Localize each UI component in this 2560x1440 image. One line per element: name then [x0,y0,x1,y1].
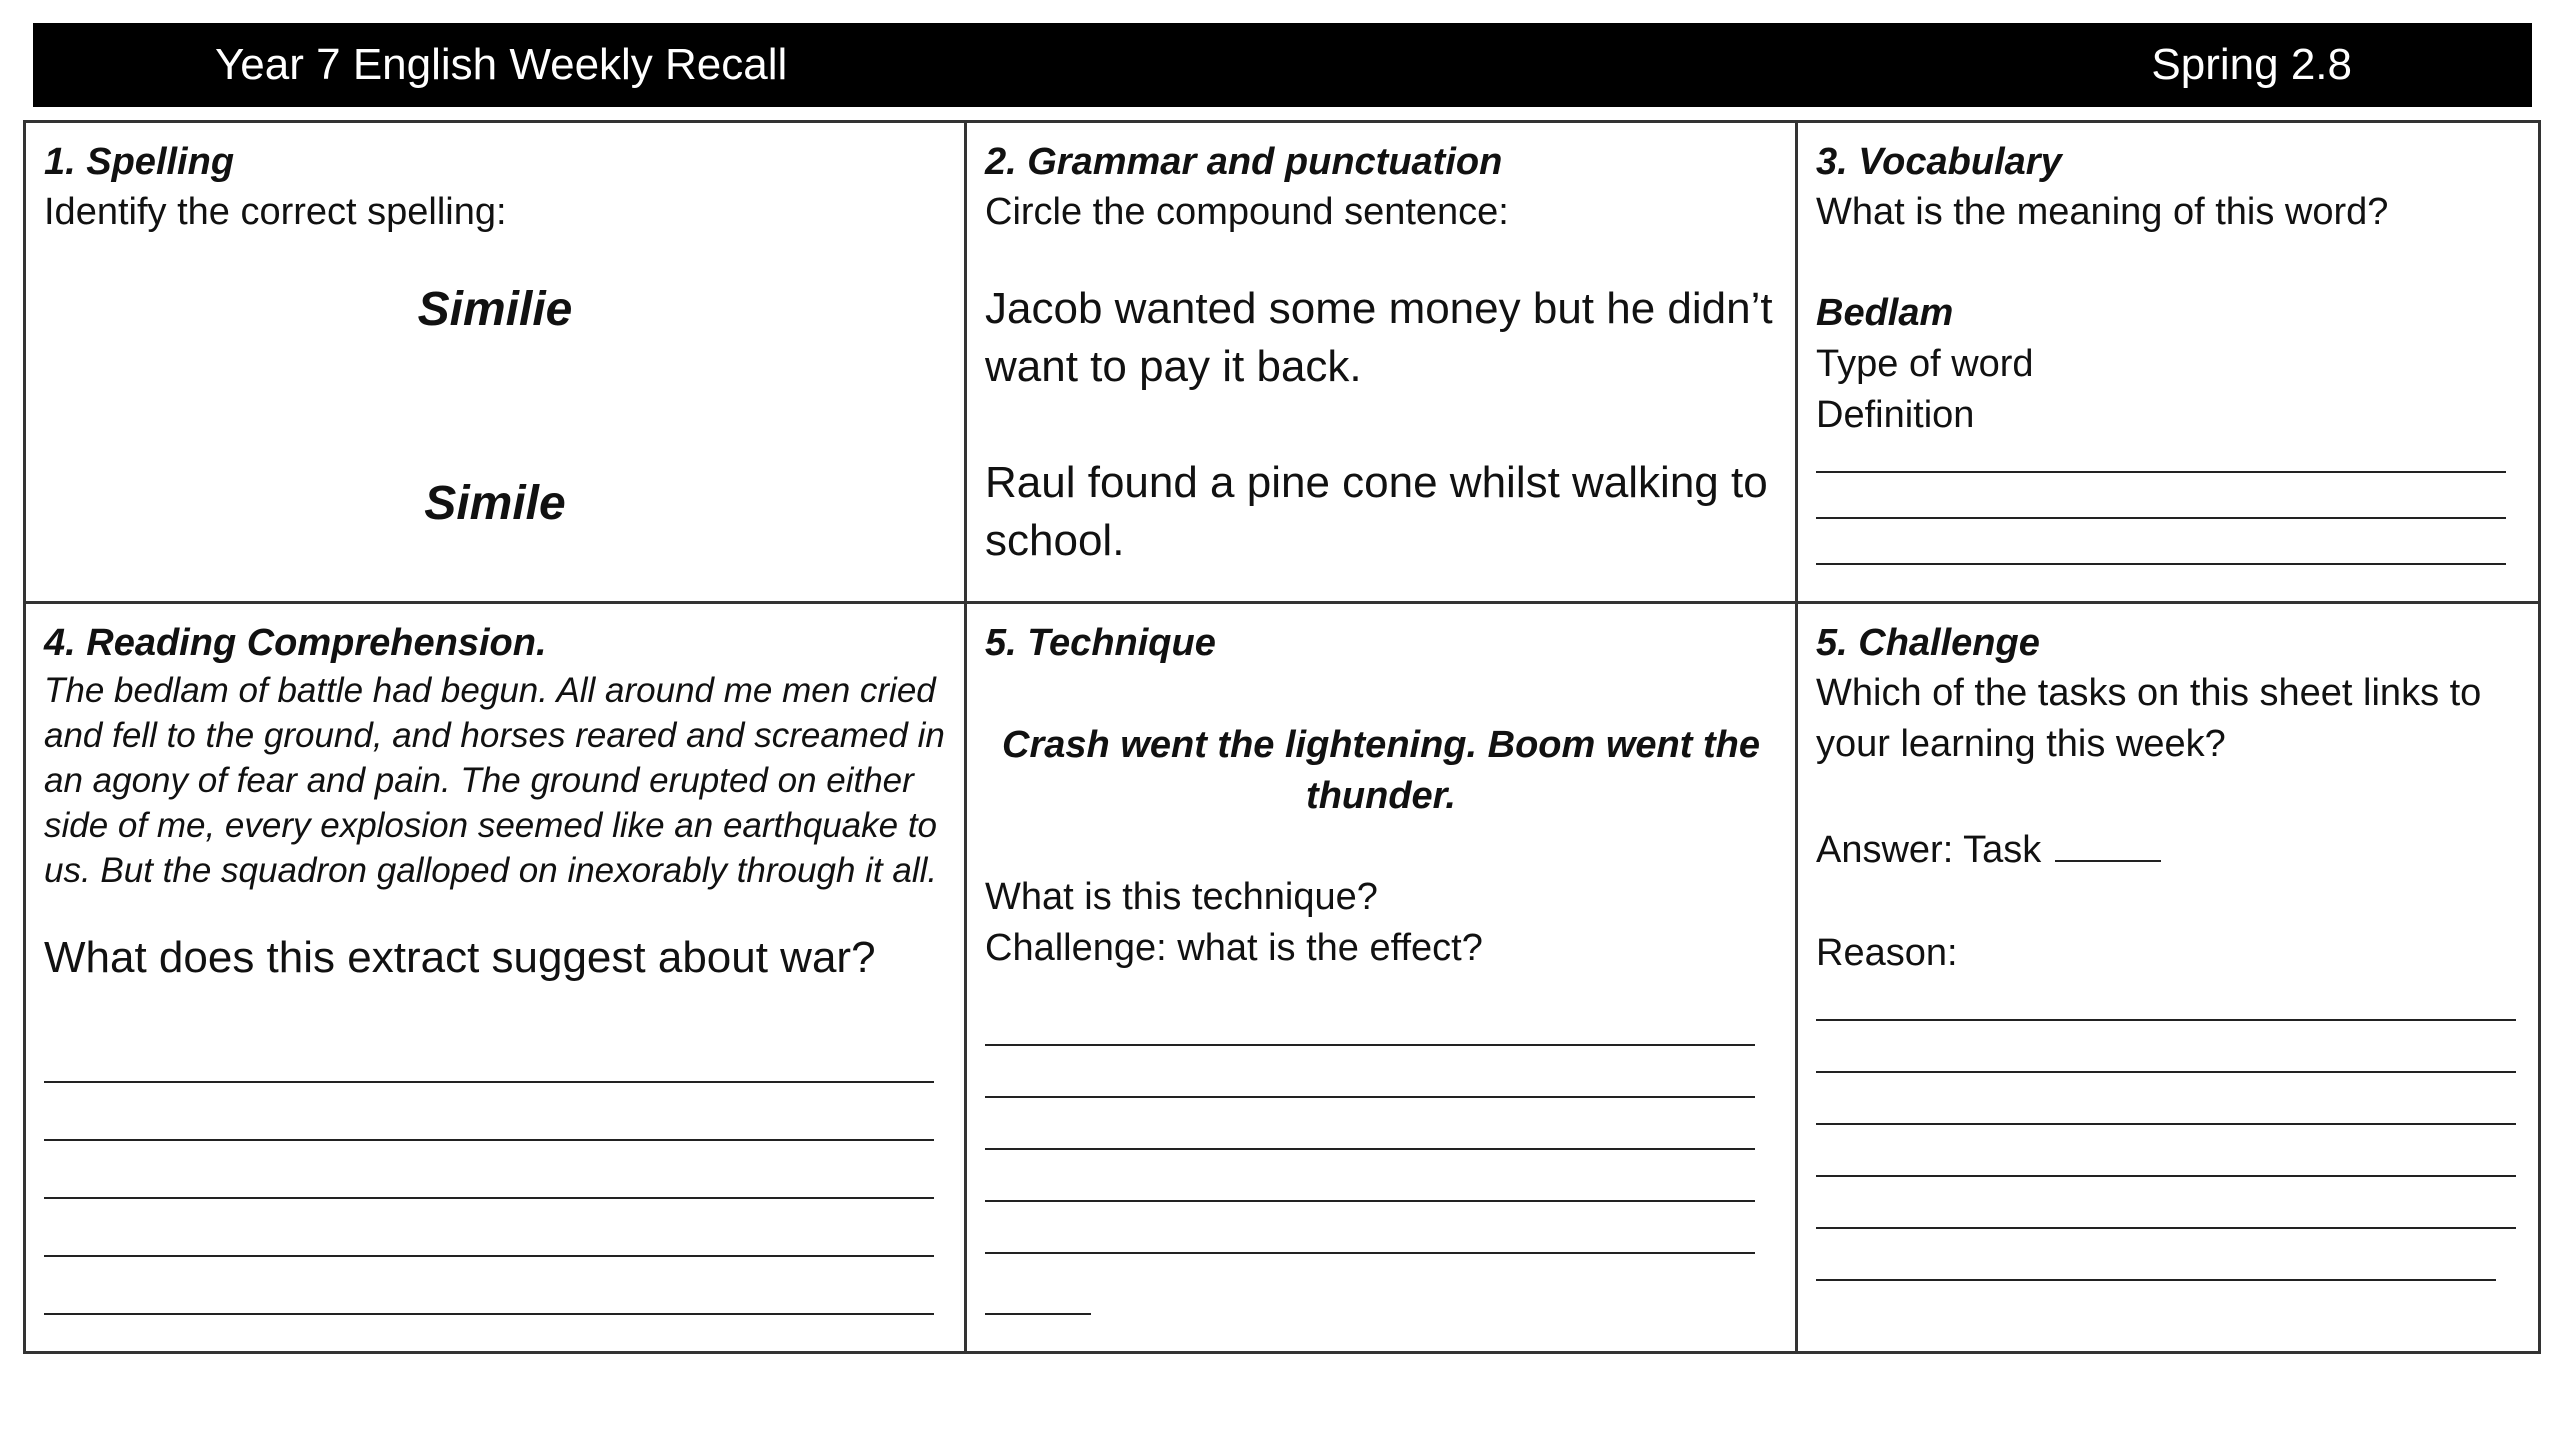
answer-line[interactable] [985,1148,1755,1150]
answer-line[interactable] [1816,1227,2516,1229]
worksheet-grid [23,120,2541,1354]
answer-line[interactable] [985,1044,1755,1046]
vocabulary-word: Bedlam [1816,292,1954,334]
reading-question: What does this extract suggest about war? [44,933,876,982]
answer-line[interactable] [1816,1019,2516,1021]
section-heading: 2. Grammar and punctuation [985,141,1503,183]
section-heading: 1. Spelling [44,141,235,183]
section-question: What is the meaning of this word? [1816,191,2389,233]
spelling-option[interactable]: Simile [424,477,566,530]
section-heading: 5. Technique [985,622,1216,664]
section-heading: 5. Challenge [1816,622,2040,664]
compound-sentence-option[interactable]: Raul found a pine cone whilst walking to school. [985,458,1768,565]
answer-line[interactable] [1816,1279,2496,1281]
technique-section [967,604,1795,1351]
section-instruction: Circle the compound sentence: [985,191,1509,233]
reading-extract: The bedlam of battle had begun. All around me men cried and fell to the ground, and horses reared and screamed in an agony of fear and pain. The ground erupted on either side of me, every explosion seemed like an earthquake to us. But the squadron galloped on inexorably through it all. [44,671,945,890]
technique-challenge: Challenge: what is the effect? [985,927,1483,969]
answer-line[interactable] [44,1197,934,1199]
challenge-question: Which of the tasks on this sheet links to your learning this week? [1816,672,2482,765]
answer-line[interactable] [985,1096,1755,1098]
spelling-section [26,123,964,601]
spelling-option[interactable]: Similie [417,283,573,336]
answer-line[interactable] [44,1081,934,1083]
answer-line[interactable] [1816,471,2506,473]
section-instruction: Identify the correct spelling: [44,191,507,233]
answer-line[interactable] [1816,563,2506,565]
section-heading: 3. Vocabulary [1816,141,2062,183]
answer-line[interactable] [985,1252,1755,1254]
answer-line[interactable] [44,1255,934,1257]
answer-line[interactable] [1816,1175,2516,1177]
worksheet-header [33,23,2532,107]
answer-task-label: Answer: Task [1816,829,2042,871]
word-type-label: Type of word [1816,343,2034,385]
vocabulary-section [1798,123,2538,601]
challenge-section [1798,604,2538,1351]
worksheet-title: Year 7 English Weekly Recall [215,40,788,89]
answer-line[interactable] [1816,517,2506,519]
technique-quote: Crash went the lightening. Boom went the thunder. [1002,724,1760,817]
grammar-section [967,123,1795,601]
task-number-blank[interactable] [2055,822,2161,862]
reason-label: Reason: [1816,932,1958,974]
answer-line[interactable] [44,1313,934,1315]
answer-line[interactable] [44,1139,934,1141]
term-label: Spring 2.8 [2151,40,2352,89]
definition-label: Definition [1816,394,1975,436]
answer-line[interactable] [1816,1071,2516,1073]
reading-section [26,604,964,1351]
answer-line[interactable] [1816,1123,2516,1125]
section-heading: 4. Reading Comprehension. [44,622,547,664]
compound-sentence-option[interactable]: Jacob wanted some money but he didn’t want to pay it back. [985,284,1773,391]
answer-line[interactable] [985,1313,1091,1315]
answer-line[interactable] [985,1200,1755,1202]
technique-question: What is this technique? [985,876,1378,918]
